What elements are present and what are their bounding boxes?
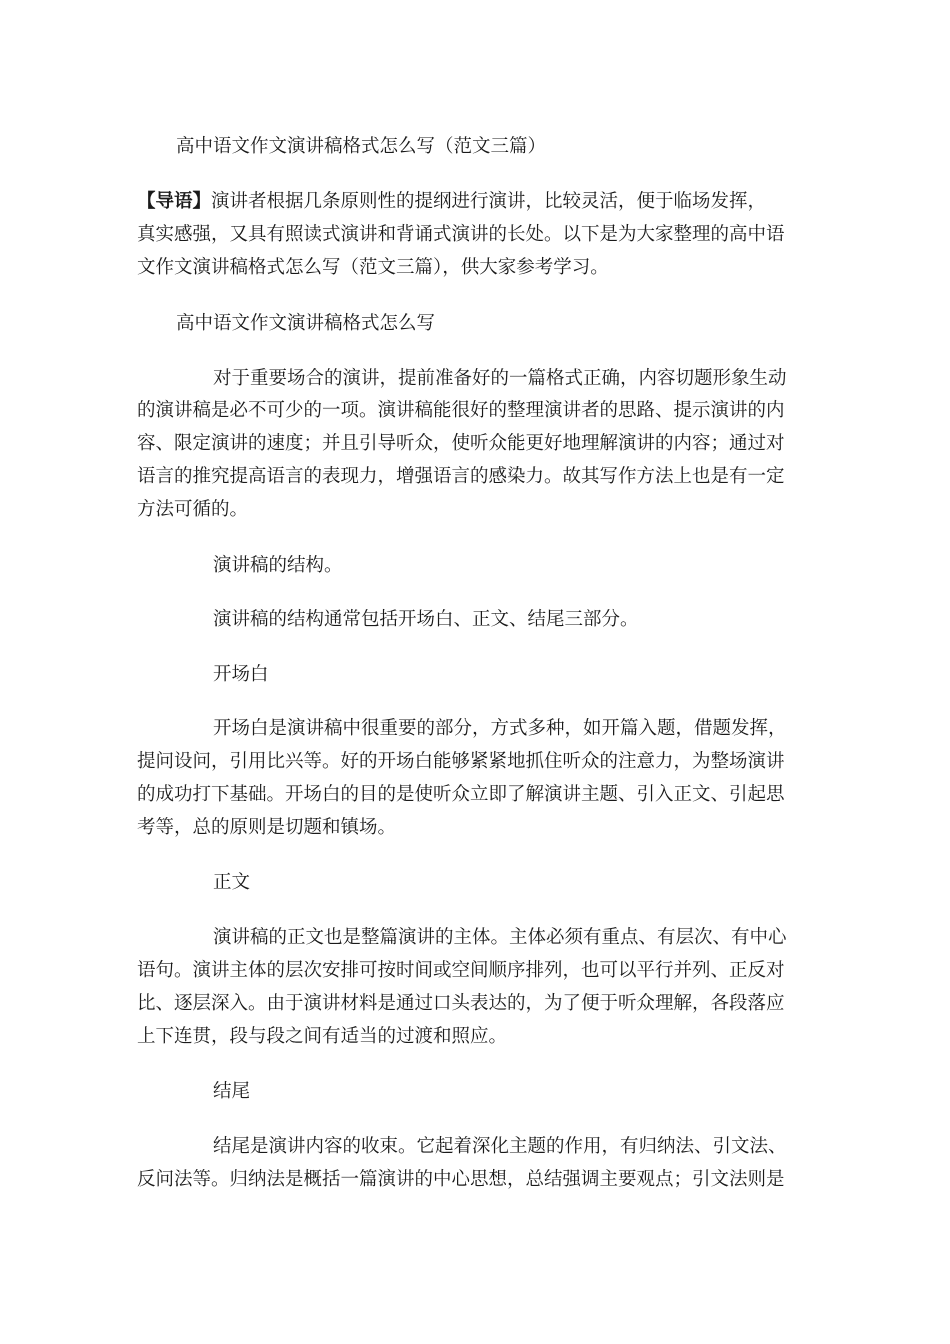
intro-line-5: 方法可循的。 xyxy=(137,499,249,520)
document-title: 高中语文作文演讲稿格式怎么写（范文三篇） xyxy=(176,136,547,157)
body-line-1: 演讲稿的正文也是整篇演讲的主体。主体必须有重点、有层次、有中心 xyxy=(213,927,787,948)
opening-line-4: 考等，总的原则是切题和镇场。 xyxy=(137,817,397,838)
ending-line-2: 反问法等。归纳法是概括一篇演讲的中心思想，总结强调主要观点；引文法则是 xyxy=(137,1169,785,1190)
structure-heading: 演讲稿的结构。 xyxy=(213,555,343,576)
intro-line-1: 对于重要场合的演讲，提前准备好的一篇格式正确，内容切题形象生动 xyxy=(213,368,787,389)
intro-line-4: 语言的推究提高语言的表现力，增强语言的感染力。故其写作方法上也是有一定 xyxy=(137,466,785,487)
body-line-3: 比、逐层深入。由于演讲材料是通过口头表达的，为了便于听众理解，各段落应 xyxy=(137,993,785,1014)
opening-line-2: 提问设问，引用比兴等。好的开场白能够紧紧地抓住听众的注意力，为整场演讲 xyxy=(137,751,785,772)
intro-line-3: 容、限定演讲的速度；并且引导听众，使听众能更好地理解演讲的内容；通过对 xyxy=(137,433,785,454)
opening-line-1: 开场白是演讲稿中很重要的部分，方式多种，如开篇入题，借题发挥， xyxy=(213,718,787,739)
ending-line-1: 结尾是演讲内容的收束。它起着深化主题的作用，有归纳法、引文法、 xyxy=(213,1136,787,1157)
opening-heading: 开场白 xyxy=(213,664,269,685)
lead-tag: 【导语】 xyxy=(137,191,212,212)
body-line-2: 语句。演讲主体的层次安排可按时间或空间顺序排列，也可以平行并列、正反对 xyxy=(137,960,785,981)
body-line-4: 上下连贯，段与段之间有适当的过渡和照应。 xyxy=(137,1026,508,1047)
ending-heading: 结尾 xyxy=(213,1081,251,1102)
lead-line-2: 真实感强，又具有照读式演讲和背诵式演讲的长处。以下是为大家整理的高中语 xyxy=(137,224,785,245)
lead-line-1 xyxy=(137,193,766,212)
opening-line-3: 的成功打下基础。开场白的目的是使听众立即了解演讲主题、引入正文、引起思 xyxy=(137,784,785,805)
lead-text-1: 演讲者根据几条原则性的提纲进行演讲，比较灵活，便于临场发挥， xyxy=(211,191,767,212)
body-heading: 正文 xyxy=(213,872,251,893)
structure-text: 演讲稿的结构通常包括开场白、正文、结尾三部分。 xyxy=(213,609,639,630)
lead-line-3: 文作文演讲稿格式怎么写（范文三篇），供大家参考学习。 xyxy=(137,257,609,278)
section-title: 高中语文作文演讲稿格式怎么写 xyxy=(176,313,436,334)
intro-line-2: 的演讲稿是必不可少的一项。演讲稿能很好的整理演讲者的思路、提示演讲的内 xyxy=(137,400,785,421)
